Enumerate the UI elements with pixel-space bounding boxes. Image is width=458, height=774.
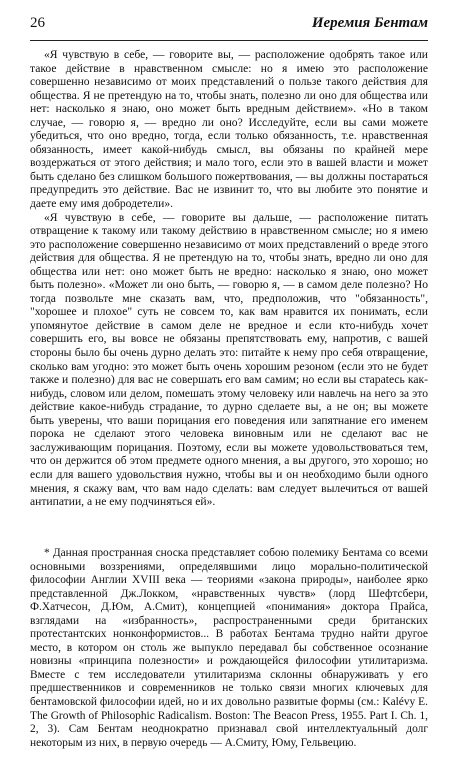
paragraph: «Я чувствую в себе, — говорите вы дальше, — расположение питать отвращение к такому или такому действию в нравственном смысле; но я имею это расположение совершенно независимо от моих представлений о вреде этого действия для общества. Я не претендую на то, чтобы знать, вредно ли оно для общества или нет: оно может быть не вредно: насколько я знаю, оно может быть полезно». «Может ли оно быть, — говорю я, — в самом деле полезно? Но тогда позвольте мне сказать вам, что, предположив, что "обязанность", "хорошее и плохое" суть не совсем то, как вам нравится их понимать, если упомянутое действие в самом деле не вредное и если кто-нибудь хочет совершить его, вы вовсе не обязаны препятствовать ему, напротив, с вашей стороны было бы очень дурно делать это: питайте к нему про себя отвращение, сколько вам угодно: это может быть очень хорошим резоном (если это не будет также и полезно) для вас не совершать его вам самим; но если вы старatесь как-нибудь, словом или делом, помешать этому человеку или навлечь на него за это действие какое-нибудь страдание, то дурно сделаете вы, а не он; вы можете быть уверены, что ваши порицания его поведения или запятнание его именем порока не сделают этого человека виновным или не сделают вас не заслуживающим порицания. Поэтому, если вы можете удовольствоваться тем, что он держится об этом предмете одного мнения, а вы другого, это хорошо; но если для вашего удовольствия нужно, чтобы вы и он необходимо были одного мнения, я скажу вам, что вам надо сделать: вам следует вылечиться от вашей антипатии, а не ему подчиняться ей». xyxy=(30,210,428,509)
footnote-text: * Данная пространная сноска представляет собою полемику Бентама со всеми основными воззрениями, определявшими лицо морально-политической философии Англии XVIII века — теориями «закона природы», наиболее ярко представленной Дж.Локком, «нравственных чувств» (лорд Шефтсбери, Ф.Хатчесон, Д.Юм, А.Смит), концепцией «понимания» доктора Прайса, взглядами на «избранность», распространенными среди британских протестантских нонконформистов... В работах Бентама трудно найти другое место, в котором он столь же выпукло передавал бы собственное осознание новизны «принципа полезности» и рождающейся философии утилитаризма. Вместе с тем исследователи утилитаризма склонны обнаруживать у его предшественников и современников не только связи многих ключевых для бентамовской философии идей, но и их довольно развитые формы (см.: Kalévy E. The Growth of Philosophic Radicalism. Boston: The Beacon Press, 1955. Part I. Ch. 1, 2, 3). Сам Бентам неоднократно признавал свой интеллектуальный долг некоторым из них, в первую очередь — А.Смиту, Юму, Гельвецию. xyxy=(30,547,428,749)
page-header xyxy=(30,14,428,41)
footnote xyxy=(30,547,428,750)
page-number: 26 xyxy=(30,15,45,31)
running-title: Иеремия Бентам xyxy=(311,15,428,31)
main-text xyxy=(30,48,428,509)
paragraph: «Я чувствую в себе, — говорите вы, — расположение одобрять такое или такое действие в нравственном смысле: но я имею это расположение совершенно независимо от моих представлений о пользе такого действия для общества. Я не претендую на то, чтобы знать, полезно ли оно для общества или нет: насколько я знаю, оно может быть вредным действием». «Но в таком случае, — говорю я, — вредно ли оно? Исследуйте, если вы сами можете убедиться, что оно вредно, тогда, если только обязанность, т.е. нравственная обязанность, имеет какой-нибудь смысл, вы обязаны по крайней мере воздержаться от этого действия; и мало того, если это в вашей власти и может быть сделано без слишком большого пожертвования, — вы должны постараться предупредить это действие. Вас не извинит то, что вы любите это понятие и даете ему имя добродетели». xyxy=(30,48,428,211)
